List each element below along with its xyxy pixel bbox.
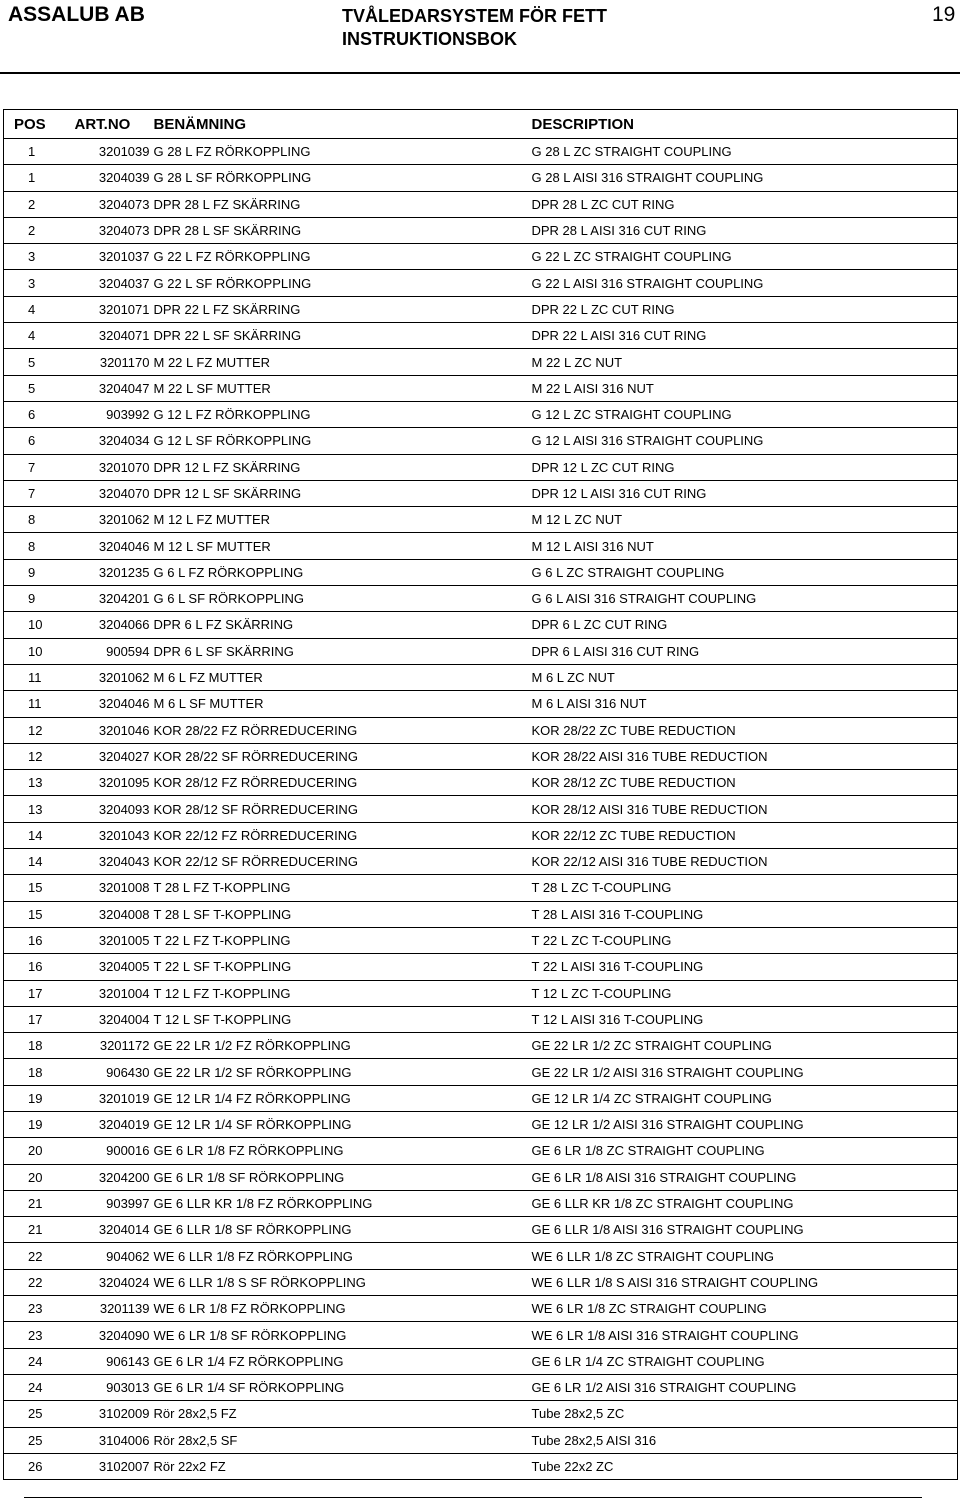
cell-benamning: WE 6 LLR 1/8 FZ RÖRKOPPLING [150, 1243, 527, 1269]
cell-pos: 26 [4, 1453, 75, 1479]
cell-art-no: 3104006 [75, 1427, 150, 1453]
cell-benamning: M 22 L FZ MUTTER [150, 349, 527, 375]
cell-description: DPR 6 L AISI 316 CUT RING [527, 638, 958, 664]
cell-benamning: Rör 28x2,5 SF [150, 1427, 527, 1453]
cell-description: DPR 12 L AISI 316 CUT RING [527, 480, 958, 506]
cell-description: DPR 6 L ZC CUT RING [527, 612, 958, 638]
cell-benamning: DPR 22 L FZ SKÄRRING [150, 296, 527, 322]
cell-pos: 6 [4, 401, 75, 427]
table-row [4, 1138, 958, 1164]
cell-pos: 15 [4, 901, 75, 927]
cell-benamning: DPR 22 L SF SKÄRRING [150, 323, 527, 349]
page-header [0, 0, 960, 60]
cell-benamning: GE 6 LR 1/8 SF RÖRKOPPLING [150, 1164, 527, 1190]
table-row [4, 1374, 958, 1400]
table-row [4, 1453, 958, 1479]
cell-art-no: 3204005 [75, 954, 150, 980]
column-header-pos: POS [4, 110, 75, 139]
cell-art-no: 900016 [75, 1138, 150, 1164]
cell-art-no: 3204043 [75, 849, 150, 875]
company-name: ASSALUB AB [8, 3, 145, 26]
table-row [4, 296, 958, 322]
cell-benamning: T 22 L FZ T-KOPPLING [150, 927, 527, 953]
cell-pos: 4 [4, 323, 75, 349]
cell-description: Tube 22x2 ZC [527, 1453, 958, 1479]
cell-art-no: 3201008 [75, 875, 150, 901]
table-row [4, 1243, 958, 1269]
cell-pos: 7 [4, 480, 75, 506]
cell-description: GE 6 LLR 1/8 AISI 316 STRAIGHT COUPLING [527, 1217, 958, 1243]
cell-benamning: M 12 L FZ MUTTER [150, 507, 527, 533]
cell-pos: 9 [4, 586, 75, 612]
cell-benamning: GE 6 LLR 1/8 SF RÖRKOPPLING [150, 1217, 527, 1243]
cell-pos: 14 [4, 822, 75, 848]
cell-art-no: 3204047 [75, 375, 150, 401]
cell-description: M 6 L ZC NUT [527, 664, 958, 690]
table-row [4, 770, 958, 796]
table-row [4, 743, 958, 769]
cell-art-no: 3201019 [75, 1085, 150, 1111]
cell-art-no: 3201062 [75, 664, 150, 690]
cell-pos: 17 [4, 1006, 75, 1032]
cell-benamning: KOR 22/12 SF RÖRREDUCERING [150, 849, 527, 875]
table-row [4, 1322, 958, 1348]
cell-description: M 12 L AISI 316 NUT [527, 533, 958, 559]
cell-art-no: 903997 [75, 1190, 150, 1216]
cell-pos: 10 [4, 638, 75, 664]
cell-art-no: 3204024 [75, 1269, 150, 1295]
cell-description: M 12 L ZC NUT [527, 507, 958, 533]
cell-benamning: T 28 L FZ T-KOPPLING [150, 875, 527, 901]
table-row [4, 323, 958, 349]
cell-description: G 12 L ZC STRAIGHT COUPLING [527, 401, 958, 427]
cell-description: T 28 L ZC T-COUPLING [527, 875, 958, 901]
table-row [4, 1164, 958, 1190]
cell-art-no: 903992 [75, 401, 150, 427]
cell-description: T 22 L AISI 316 T-COUPLING [527, 954, 958, 980]
cell-benamning: DPR 28 L SF SKÄRRING [150, 217, 527, 243]
cell-art-no: 3204090 [75, 1322, 150, 1348]
cell-benamning: GE 22 LR 1/2 SF RÖRKOPPLING [150, 1059, 527, 1085]
cell-benamning: KOR 22/12 FZ RÖRREDUCERING [150, 822, 527, 848]
cell-pos: 8 [4, 507, 75, 533]
cell-art-no: 3201170 [75, 349, 150, 375]
cell-pos: 14 [4, 849, 75, 875]
cell-pos: 7 [4, 454, 75, 480]
table-row [4, 849, 958, 875]
table-row [4, 428, 958, 454]
cell-description: G 28 L ZC STRAIGHT COUPLING [527, 139, 958, 165]
cell-benamning: Rör 28x2,5 FZ [150, 1401, 527, 1427]
cell-pos: 21 [4, 1217, 75, 1243]
cell-art-no: 3201139 [75, 1296, 150, 1322]
cell-benamning: T 12 L SF T-KOPPLING [150, 1006, 527, 1032]
cell-art-no: 3204014 [75, 1217, 150, 1243]
table-row [4, 1111, 958, 1137]
cell-benamning: DPR 6 L FZ SKÄRRING [150, 612, 527, 638]
cell-pos: 6 [4, 428, 75, 454]
cell-description: G 22 L AISI 316 STRAIGHT COUPLING [527, 270, 958, 296]
document-title [342, 5, 607, 51]
cell-description: GE 6 LLR KR 1/8 ZC STRAIGHT COUPLING [527, 1190, 958, 1216]
cell-pos: 2 [4, 217, 75, 243]
cell-description: WE 6 LLR 1/8 ZC STRAIGHT COUPLING [527, 1243, 958, 1269]
cell-description: DPR 22 L ZC CUT RING [527, 296, 958, 322]
cell-art-no: 3201039 [75, 139, 150, 165]
column-header-benamning: BENÄMNING [150, 110, 527, 139]
cell-benamning: GE 6 LLR KR 1/8 FZ RÖRKOPPLING [150, 1190, 527, 1216]
cell-pos: 11 [4, 664, 75, 690]
cell-description: GE 6 LR 1/8 ZC STRAIGHT COUPLING [527, 1138, 958, 1164]
cell-pos: 20 [4, 1138, 75, 1164]
cell-art-no: 3201070 [75, 454, 150, 480]
cell-art-no: 3204066 [75, 612, 150, 638]
cell-pos: 21 [4, 1190, 75, 1216]
cell-benamning: GE 6 LR 1/4 FZ RÖRKOPPLING [150, 1348, 527, 1374]
cell-benamning: GE 12 LR 1/4 FZ RÖRKOPPLING [150, 1085, 527, 1111]
cell-description: Tube 28x2,5 ZC [527, 1401, 958, 1427]
table-row [4, 586, 958, 612]
table-row [4, 270, 958, 296]
cell-pos: 9 [4, 559, 75, 585]
table-row [4, 1059, 958, 1085]
cell-art-no: 3201095 [75, 770, 150, 796]
cell-benamning: KOR 28/22 FZ RÖRREDUCERING [150, 717, 527, 743]
table-row [4, 691, 958, 717]
cell-art-no: 3201043 [75, 822, 150, 848]
cell-art-no: 3102007 [75, 1453, 150, 1479]
cell-benamning: KOR 28/22 SF RÖRREDUCERING [150, 743, 527, 769]
cell-pos: 17 [4, 980, 75, 1006]
cell-description: T 28 L AISI 316 T-COUPLING [527, 901, 958, 927]
cell-pos: 19 [4, 1085, 75, 1111]
cell-pos: 22 [4, 1243, 75, 1269]
cell-description: GE 22 LR 1/2 AISI 316 STRAIGHT COUPLING [527, 1059, 958, 1085]
cell-art-no: 3204093 [75, 796, 150, 822]
cell-description: M 22 L AISI 316 NUT [527, 375, 958, 401]
cell-benamning: GE 6 LR 1/4 SF RÖRKOPPLING [150, 1374, 527, 1400]
cell-benamning: WE 6 LR 1/8 FZ RÖRKOPPLING [150, 1296, 527, 1322]
table-row [4, 1217, 958, 1243]
header-divider [0, 72, 960, 74]
cell-pos: 20 [4, 1164, 75, 1190]
table-row [4, 980, 958, 1006]
cell-pos: 16 [4, 927, 75, 953]
table-body [4, 139, 958, 1480]
cell-description: M 22 L ZC NUT [527, 349, 958, 375]
cell-description: GE 12 LR 1/2 AISI 316 STRAIGHT COUPLING [527, 1111, 958, 1137]
cell-description: DPR 12 L ZC CUT RING [527, 454, 958, 480]
cell-art-no: 3201172 [75, 1033, 150, 1059]
cell-pos: 12 [4, 743, 75, 769]
cell-description: WE 6 LLR 1/8 S AISI 316 STRAIGHT COUPLING [527, 1269, 958, 1295]
cell-benamning: GE 12 LR 1/4 SF RÖRKOPPLING [150, 1111, 527, 1137]
cell-description: T 12 L ZC T-COUPLING [527, 980, 958, 1006]
page-number: 19 [932, 3, 956, 26]
cell-description: WE 6 LR 1/8 ZC STRAIGHT COUPLING [527, 1296, 958, 1322]
cell-art-no: 3204027 [75, 743, 150, 769]
cell-art-no: 906430 [75, 1059, 150, 1085]
cell-description: KOR 28/12 ZC TUBE REDUCTION [527, 770, 958, 796]
cell-description: M 6 L AISI 316 NUT [527, 691, 958, 717]
cell-art-no: 3204200 [75, 1164, 150, 1190]
cell-art-no: 3204034 [75, 428, 150, 454]
cell-description: T 22 L ZC T-COUPLING [527, 927, 958, 953]
column-header-art-no: ART.NO [75, 110, 150, 139]
cell-benamning: GE 22 LR 1/2 FZ RÖRKOPPLING [150, 1033, 527, 1059]
cell-art-no: 3201071 [75, 296, 150, 322]
cell-art-no: 3201046 [75, 717, 150, 743]
cell-description: KOR 22/12 AISI 316 TUBE REDUCTION [527, 849, 958, 875]
cell-benamning: G 22 L SF RÖRKOPPLING [150, 270, 527, 296]
cell-art-no: 3204071 [75, 323, 150, 349]
cell-description: DPR 22 L AISI 316 CUT RING [527, 323, 958, 349]
cell-benamning: WE 6 LR 1/8 SF RÖRKOPPLING [150, 1322, 527, 1348]
cell-pos: 16 [4, 954, 75, 980]
cell-benamning: G 12 L FZ RÖRKOPPLING [150, 401, 527, 427]
cell-benamning: M 22 L SF MUTTER [150, 375, 527, 401]
cell-benamning: DPR 12 L FZ SKÄRRING [150, 454, 527, 480]
table-row [4, 1296, 958, 1322]
cell-benamning: KOR 28/12 SF RÖRREDUCERING [150, 796, 527, 822]
table-row [4, 1006, 958, 1032]
cell-description: GE 6 LR 1/8 AISI 316 STRAIGHT COUPLING [527, 1164, 958, 1190]
cell-description: Tube 28x2,5 AISI 316 [527, 1427, 958, 1453]
cell-art-no: 3204073 [75, 191, 150, 217]
cell-benamning: KOR 28/12 FZ RÖRREDUCERING [150, 770, 527, 796]
cell-art-no: 904062 [75, 1243, 150, 1269]
cell-pos: 19 [4, 1111, 75, 1137]
cell-art-no: 3201235 [75, 559, 150, 585]
cell-art-no: 903013 [75, 1374, 150, 1400]
cell-pos: 15 [4, 875, 75, 901]
cell-pos: 25 [4, 1427, 75, 1453]
cell-description: G 22 L ZC STRAIGHT COUPLING [527, 244, 958, 270]
cell-benamning: M 6 L FZ MUTTER [150, 664, 527, 690]
cell-description: G 6 L ZC STRAIGHT COUPLING [527, 559, 958, 585]
cell-benamning: M 12 L SF MUTTER [150, 533, 527, 559]
cell-benamning: G 22 L FZ RÖRKOPPLING [150, 244, 527, 270]
cell-description: KOR 22/12 ZC TUBE REDUCTION [527, 822, 958, 848]
cell-benamning: G 12 L SF RÖRKOPPLING [150, 428, 527, 454]
cell-art-no: 3204073 [75, 217, 150, 243]
cell-description: DPR 28 L AISI 316 CUT RING [527, 217, 958, 243]
cell-benamning: DPR 6 L SF SKÄRRING [150, 638, 527, 664]
cell-art-no: 3204039 [75, 165, 150, 191]
table-row [4, 612, 958, 638]
cell-benamning: GE 6 LR 1/8 FZ RÖRKOPPLING [150, 1138, 527, 1164]
column-header-description: DESCRIPTION [527, 110, 958, 139]
table-row [4, 454, 958, 480]
table-row [4, 349, 958, 375]
cell-benamning: DPR 28 L FZ SKÄRRING [150, 191, 527, 217]
cell-pos: 18 [4, 1059, 75, 1085]
footer-divider [24, 1497, 922, 1498]
table-row [4, 638, 958, 664]
cell-pos: 1 [4, 139, 75, 165]
cell-description: G 6 L AISI 316 STRAIGHT COUPLING [527, 586, 958, 612]
table-row [4, 901, 958, 927]
table-row [4, 401, 958, 427]
cell-art-no: 3201004 [75, 980, 150, 1006]
cell-art-no: 3204008 [75, 901, 150, 927]
cell-pos: 1 [4, 165, 75, 191]
cell-art-no: 900594 [75, 638, 150, 664]
cell-pos: 23 [4, 1296, 75, 1322]
cell-description: WE 6 LR 1/8 AISI 316 STRAIGHT COUPLING [527, 1322, 958, 1348]
cell-description: DPR 28 L ZC CUT RING [527, 191, 958, 217]
cell-benamning: T 28 L SF T-KOPPLING [150, 901, 527, 927]
cell-art-no: 3204004 [75, 1006, 150, 1032]
cell-benamning: T 22 L SF T-KOPPLING [150, 954, 527, 980]
cell-pos: 5 [4, 349, 75, 375]
cell-benamning: T 12 L FZ T-KOPPLING [150, 980, 527, 1006]
cell-pos: 23 [4, 1322, 75, 1348]
cell-description: G 28 L AISI 316 STRAIGHT COUPLING [527, 165, 958, 191]
table-row [4, 217, 958, 243]
cell-art-no: 3201062 [75, 507, 150, 533]
table-row [4, 375, 958, 401]
table-row [4, 664, 958, 690]
table-row [4, 1401, 958, 1427]
table-row [4, 1033, 958, 1059]
cell-art-no: 3204019 [75, 1111, 150, 1137]
cell-pos: 8 [4, 533, 75, 559]
cell-pos: 2 [4, 191, 75, 217]
table-row [4, 1427, 958, 1453]
cell-pos: 3 [4, 244, 75, 270]
cell-art-no: 3204046 [75, 533, 150, 559]
cell-art-no: 3204037 [75, 270, 150, 296]
table-header-row [4, 110, 958, 139]
cell-art-no: 3102009 [75, 1401, 150, 1427]
cell-pos: 24 [4, 1348, 75, 1374]
title-line-1: TVÅLEDARSYSTEM FÖR FETT [342, 6, 607, 26]
cell-description: GE 6 LR 1/2 AISI 316 STRAIGHT COUPLING [527, 1374, 958, 1400]
cell-description: GE 6 LR 1/4 ZC STRAIGHT COUPLING [527, 1348, 958, 1374]
cell-benamning: Rör 22x2 FZ [150, 1453, 527, 1479]
table-row [4, 954, 958, 980]
cell-art-no: 3201037 [75, 244, 150, 270]
cell-pos: 22 [4, 1269, 75, 1295]
cell-benamning: M 6 L SF MUTTER [150, 691, 527, 717]
cell-art-no: 3204046 [75, 691, 150, 717]
cell-pos: 10 [4, 612, 75, 638]
table-row [4, 1269, 958, 1295]
cell-pos: 18 [4, 1033, 75, 1059]
cell-benamning: G 28 L FZ RÖRKOPPLING [150, 139, 527, 165]
table-row [4, 796, 958, 822]
table-row [4, 1085, 958, 1111]
cell-benamning: G 6 L FZ RÖRKOPPLING [150, 559, 527, 585]
table-row [4, 559, 958, 585]
cell-description: G 12 L AISI 316 STRAIGHT COUPLING [527, 428, 958, 454]
cell-art-no: 3204201 [75, 586, 150, 612]
cell-benamning: G 28 L SF RÖRKOPPLING [150, 165, 527, 191]
table-row [4, 717, 958, 743]
table-row [4, 191, 958, 217]
cell-benamning: WE 6 LLR 1/8 S SF RÖRKOPPLING [150, 1269, 527, 1295]
cell-benamning: DPR 12 L SF SKÄRRING [150, 480, 527, 506]
cell-benamning: G 6 L SF RÖRKOPPLING [150, 586, 527, 612]
cell-description: KOR 28/22 AISI 316 TUBE REDUCTION [527, 743, 958, 769]
table-row [4, 1348, 958, 1374]
cell-description: GE 22 LR 1/2 ZC STRAIGHT COUPLING [527, 1033, 958, 1059]
cell-pos: 5 [4, 375, 75, 401]
cell-pos: 12 [4, 717, 75, 743]
title-line-2: INSTRUKTIONSBOK [342, 29, 517, 49]
cell-pos: 3 [4, 270, 75, 296]
table-row [4, 507, 958, 533]
table-row [4, 1190, 958, 1216]
parts-table [3, 109, 958, 1480]
cell-pos: 13 [4, 796, 75, 822]
cell-art-no: 906143 [75, 1348, 150, 1374]
table-row [4, 822, 958, 848]
cell-pos: 11 [4, 691, 75, 717]
cell-pos: 24 [4, 1374, 75, 1400]
cell-pos: 4 [4, 296, 75, 322]
cell-pos: 25 [4, 1401, 75, 1427]
table-row [4, 875, 958, 901]
table-row [4, 533, 958, 559]
cell-description: KOR 28/22 ZC TUBE REDUCTION [527, 717, 958, 743]
cell-art-no: 3201005 [75, 927, 150, 953]
cell-description: GE 12 LR 1/4 ZC STRAIGHT COUPLING [527, 1085, 958, 1111]
cell-description: KOR 28/12 AISI 316 TUBE REDUCTION [527, 796, 958, 822]
table-row [4, 165, 958, 191]
table-row [4, 480, 958, 506]
cell-art-no: 3204070 [75, 480, 150, 506]
cell-description: T 12 L AISI 316 T-COUPLING [527, 1006, 958, 1032]
table-row [4, 139, 958, 165]
table-row [4, 927, 958, 953]
cell-pos: 13 [4, 770, 75, 796]
table-row [4, 244, 958, 270]
